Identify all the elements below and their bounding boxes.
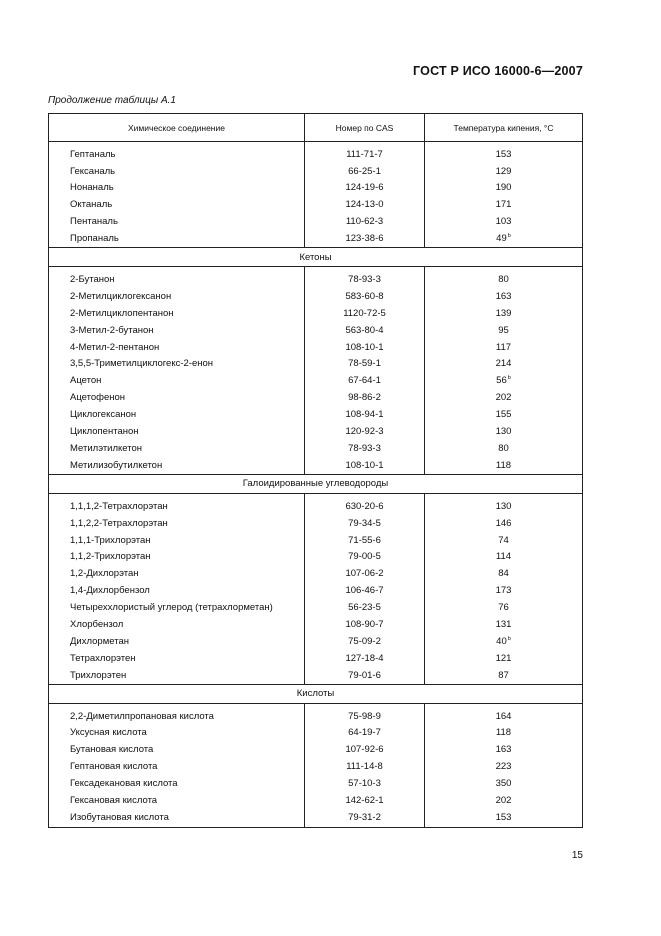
compound-name-cell: Гексадекановая кислота: [49, 775, 305, 792]
boiling-point-cell: [425, 742, 583, 759]
table-row: [49, 809, 583, 828]
boiling-point-cell: [425, 230, 583, 247]
boiling-point-value: 171: [495, 199, 512, 211]
boiling-point-cell: [425, 549, 583, 566]
boiling-point-value: 49: [496, 233, 507, 245]
compound-table: [48, 113, 583, 828]
table-row: [49, 267, 583, 288]
table-row: [49, 423, 583, 440]
cas-number-cell: 111-14-8: [305, 759, 425, 776]
table-row: [49, 633, 583, 650]
cas-number-cell: 78-59-1: [305, 356, 425, 373]
cas-number-cell: 630-20-6: [305, 494, 425, 515]
compound-name-cell: 2-Метилциклогексанон: [49, 288, 305, 305]
table-row: [49, 390, 583, 407]
boiling-point-cell: [425, 440, 583, 457]
boiling-point-value: 130: [495, 426, 512, 438]
cas-number-cell: 127-18-4: [305, 650, 425, 667]
table-row: [49, 406, 583, 423]
cas-number-cell: 106-46-7: [305, 582, 425, 599]
cas-number-cell: 56-23-5: [305, 599, 425, 616]
boiling-point-cell: [425, 633, 583, 650]
boiling-point-value: 223: [495, 761, 512, 773]
cas-number-cell: 64-19-7: [305, 725, 425, 742]
boiling-point-value: 139: [495, 307, 512, 319]
boiling-point-value: 84: [498, 568, 509, 580]
compound-name-cell: 1,1,1-Трихлорэтан: [49, 532, 305, 549]
table-row: [49, 163, 583, 180]
cas-number-cell: 98-86-2: [305, 390, 425, 407]
section-header-row: [49, 475, 583, 494]
table-row: [49, 322, 583, 339]
table-row: [49, 759, 583, 776]
cas-number-cell: 75-09-2: [305, 633, 425, 650]
boiling-point-value: 190: [495, 182, 512, 194]
table-row: [49, 775, 583, 792]
boiling-point-cell: [425, 163, 583, 180]
table-row: [49, 288, 583, 305]
table-header-row: [49, 114, 583, 142]
footnote-marker: b: [507, 375, 511, 382]
boiling-point-value: 87: [498, 669, 509, 681]
cas-number-cell: 111-71-7: [305, 142, 425, 163]
boiling-point-cell: [425, 180, 583, 197]
compound-name-cell: Бутановая кислота: [49, 742, 305, 759]
page-number: 15: [571, 850, 583, 861]
cas-number-cell: 79-00-5: [305, 549, 425, 566]
compound-name-cell: Ацетон: [49, 373, 305, 390]
column-header-compound: Химическое соединение: [49, 114, 305, 142]
table-row: [49, 214, 583, 231]
boiling-point-cell: [425, 423, 583, 440]
boiling-point-cell: [425, 214, 583, 231]
boiling-point-value: 76: [498, 602, 509, 614]
table-row: [49, 650, 583, 667]
compound-name-cell: Тетрахлорэтен: [49, 650, 305, 667]
boiling-point-value: 118: [495, 727, 512, 739]
table-row: [49, 703, 583, 724]
cas-number-cell: 107-06-2: [305, 566, 425, 583]
compound-name-cell: Гексановая кислота: [49, 792, 305, 809]
cas-number-cell: 107-92-6: [305, 742, 425, 759]
compound-name-cell: 1,2-Дихлорэтан: [49, 566, 305, 583]
boiling-point-value: 214: [495, 358, 512, 370]
column-header-cas: Номер по CAS: [305, 114, 425, 142]
table-row: [49, 339, 583, 356]
cas-number-cell: 79-01-6: [305, 667, 425, 684]
cas-number-cell: 124-13-0: [305, 197, 425, 214]
table-caption: Продолжение таблицы А.1: [48, 95, 176, 106]
table-row: [49, 494, 583, 515]
compound-name-cell: 1,1,2,2-Тетрахлорэтан: [49, 515, 305, 532]
table-row: [49, 373, 583, 390]
table-row: [49, 532, 583, 549]
cas-number-cell: 67-64-1: [305, 373, 425, 390]
boiling-point-value: 121: [495, 652, 512, 664]
boiling-point-value: 164: [495, 710, 512, 722]
boiling-point-value: 163: [495, 290, 512, 302]
compound-name-cell: Четыреххлористый углерод (тетрахлорметан): [49, 599, 305, 616]
cas-number-cell: 66-25-1: [305, 163, 425, 180]
table-row: [49, 305, 583, 322]
compound-name-cell: Изобутановая кислота: [49, 809, 305, 828]
cas-number-cell: 563-80-4: [305, 322, 425, 339]
boiling-point-value: 202: [495, 794, 512, 806]
table-row: [49, 616, 583, 633]
section-header-row: [49, 684, 583, 703]
table-row: [49, 725, 583, 742]
cas-number-cell: 108-10-1: [305, 457, 425, 474]
cas-number-cell: 71-55-6: [305, 532, 425, 549]
boiling-point-cell: [425, 809, 583, 828]
compound-name-cell: Метилизобутилкетон: [49, 457, 305, 474]
compound-name-cell: 2,2-Диметилпропановая кислота: [49, 703, 305, 724]
table-row: [49, 742, 583, 759]
boiling-point-cell: [425, 494, 583, 515]
table-row: [49, 197, 583, 214]
boiling-point-cell: [425, 356, 583, 373]
boiling-point-value: 146: [495, 517, 512, 529]
boiling-point-cell: [425, 515, 583, 532]
document-id: ГОСТ Р ИСО 16000-6—2007: [413, 64, 583, 78]
cas-number-cell: 78-93-3: [305, 267, 425, 288]
boiling-point-cell: [425, 339, 583, 356]
boiling-point-cell: [425, 650, 583, 667]
boiling-point-value: 95: [498, 324, 509, 336]
cas-number-cell: 57-10-3: [305, 775, 425, 792]
boiling-point-value: 173: [495, 585, 512, 597]
compound-name-cell: Ацетофенон: [49, 390, 305, 407]
cas-number-cell: 1120-72-5: [305, 305, 425, 322]
boiling-point-cell: [425, 373, 583, 390]
boiling-point-cell: [425, 267, 583, 288]
boiling-point-cell: [425, 566, 583, 583]
table-row: [49, 667, 583, 684]
cas-number-cell: 110-62-3: [305, 214, 425, 231]
boiling-point-value: 56: [496, 375, 507, 387]
compound-name-cell: Гептановая кислота: [49, 759, 305, 776]
cas-number-cell: 79-31-2: [305, 809, 425, 828]
compound-name-cell: Пропаналь: [49, 230, 305, 247]
cas-number-cell: 108-10-1: [305, 339, 425, 356]
compound-name-cell: Нонаналь: [49, 180, 305, 197]
boiling-point-cell: [425, 667, 583, 684]
compound-name-cell: Циклогексанон: [49, 406, 305, 423]
cas-number-cell: 108-90-7: [305, 616, 425, 633]
boiling-point-cell: [425, 305, 583, 322]
compound-name-cell: Трихлорэтен: [49, 667, 305, 684]
cas-number-cell: 120-92-3: [305, 423, 425, 440]
table-row: [49, 549, 583, 566]
compound-name-cell: Пентаналь: [49, 214, 305, 231]
boiling-point-cell: [425, 322, 583, 339]
boiling-point-value: 118: [495, 459, 512, 471]
table-row: [49, 142, 583, 163]
compound-name-cell: Гептаналь: [49, 142, 305, 163]
compound-name-cell: Октаналь: [49, 197, 305, 214]
footnote-marker: b: [507, 233, 511, 240]
compound-name-cell: 1,1,2-Трихлорэтан: [49, 549, 305, 566]
table-row: [49, 792, 583, 809]
compound-name-cell: Метилэтилкетон: [49, 440, 305, 457]
boiling-point-value: 153: [495, 812, 512, 824]
boiling-point-value: 103: [495, 216, 512, 228]
boiling-point-cell: [425, 616, 583, 633]
footnote-marker: b: [507, 635, 511, 642]
compound-name-cell: Гексаналь: [49, 163, 305, 180]
compound-name-cell: Дихлорметан: [49, 633, 305, 650]
compound-name-cell: 2-Метилциклопентанон: [49, 305, 305, 322]
compound-name-cell: 3-Метил-2-бутанон: [49, 322, 305, 339]
boiling-point-cell: [425, 703, 583, 724]
boiling-point-value: 129: [495, 165, 512, 177]
cas-number-cell: 79-34-5: [305, 515, 425, 532]
boiling-point-cell: [425, 725, 583, 742]
table-row: [49, 457, 583, 474]
boiling-point-value: 80: [498, 274, 509, 286]
boiling-point-value: 40: [496, 635, 507, 647]
section-title: Кетоны: [49, 248, 583, 267]
cas-number-cell: 78-93-3: [305, 440, 425, 457]
cas-number-cell: 108-94-1: [305, 406, 425, 423]
section-title: Галоидированные углеводороды: [49, 475, 583, 494]
cas-number-cell: 583-60-8: [305, 288, 425, 305]
compound-name-cell: 1,4-Дихлорбензол: [49, 582, 305, 599]
table-row: [49, 515, 583, 532]
boiling-point-value: 350: [495, 778, 512, 790]
table-row: [49, 582, 583, 599]
boiling-point-value: 163: [495, 744, 512, 756]
boiling-point-value: 80: [498, 442, 509, 454]
table-row: [49, 356, 583, 373]
boiling-point-cell: [425, 288, 583, 305]
boiling-point-cell: [425, 142, 583, 163]
boiling-point-cell: [425, 532, 583, 549]
boiling-point-value: 114: [495, 551, 512, 563]
cas-number-cell: 123-38-6: [305, 230, 425, 247]
boiling-point-cell: [425, 197, 583, 214]
boiling-point-cell: [425, 775, 583, 792]
boiling-point-value: 202: [495, 392, 512, 404]
boiling-point-value: 153: [495, 148, 512, 160]
boiling-point-cell: [425, 599, 583, 616]
table-row: [49, 599, 583, 616]
boiling-point-cell: [425, 759, 583, 776]
boiling-point-cell: [425, 792, 583, 809]
table-row: [49, 566, 583, 583]
cas-number-cell: 75-98-9: [305, 703, 425, 724]
compound-name-cell: 2-Бутанон: [49, 267, 305, 288]
cas-number-cell: 142-62-1: [305, 792, 425, 809]
boiling-point-cell: [425, 406, 583, 423]
table-row: [49, 440, 583, 457]
compound-name-cell: Хлорбензол: [49, 616, 305, 633]
compound-name-cell: 1,1,1,2-Тетрахлорэтан: [49, 494, 305, 515]
table-row: [49, 180, 583, 197]
cas-number-cell: 124-19-6: [305, 180, 425, 197]
column-header-boiling-point: Температура кипения, °C: [425, 114, 583, 142]
boiling-point-value: 117: [495, 341, 512, 353]
compound-name-cell: Циклопентанон: [49, 423, 305, 440]
boiling-point-cell: [425, 390, 583, 407]
section-header-row: [49, 248, 583, 267]
compound-name-cell: 4-Метил-2-пентанон: [49, 339, 305, 356]
boiling-point-value: 131: [495, 618, 512, 630]
compound-name-cell: 3,5,5-Триметилциклогекс-2-енон: [49, 356, 305, 373]
boiling-point-value: 155: [495, 409, 512, 421]
boiling-point-cell: [425, 457, 583, 474]
section-title: Кислоты: [49, 684, 583, 703]
boiling-point-value: 130: [495, 500, 512, 512]
boiling-point-value: 74: [498, 534, 509, 546]
table-row: [49, 230, 583, 247]
boiling-point-cell: [425, 582, 583, 599]
compound-name-cell: Уксусная кислота: [49, 725, 305, 742]
